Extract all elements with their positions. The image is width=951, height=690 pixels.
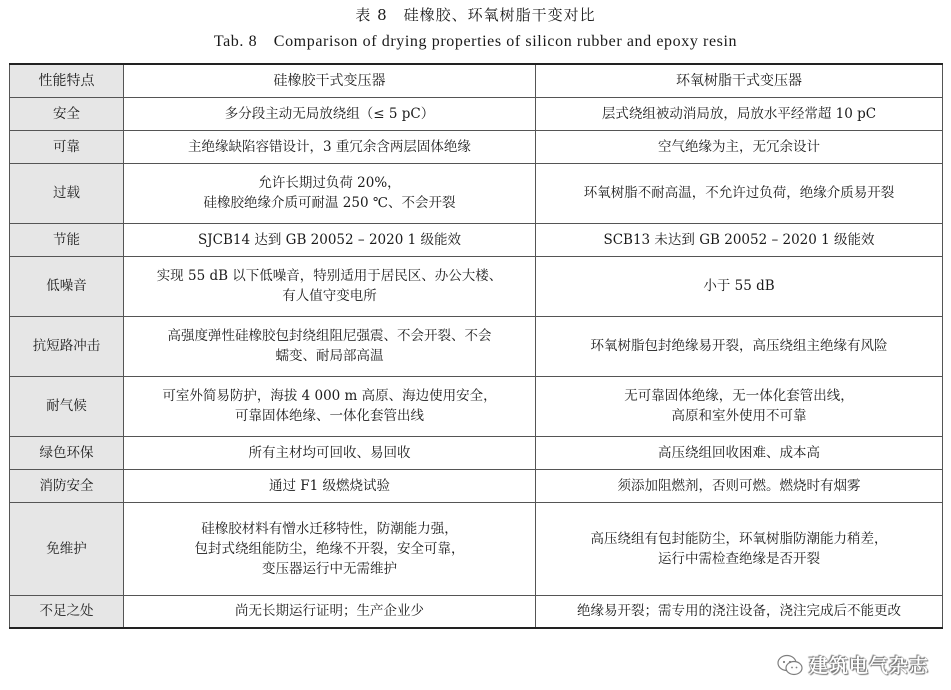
feature-cell: 绿色环保 xyxy=(10,436,124,469)
cell-line: 主绝缘缺陷容错设计，3 重冗余含两层固体绝缘 xyxy=(188,138,471,155)
feature-cell: 可靠 xyxy=(10,130,124,163)
header-feature: 性能特点 xyxy=(10,64,124,97)
epoxy-cell xyxy=(536,436,943,469)
feature-cell: 安全 xyxy=(10,97,124,130)
cell-line: 环氧树脂不耐高温，不允许过负荷，绝缘介质易开裂 xyxy=(583,185,895,201)
cell-line: 包封式绕组能防尘，绝缘不开裂，安全可靠， xyxy=(194,540,465,557)
feature-cell: 低噪音 xyxy=(10,256,124,316)
feature-cell: 不足之处 xyxy=(10,595,124,628)
table-row xyxy=(10,316,943,376)
cell-line: 高压绕组回收困难、成本高 xyxy=(658,444,820,461)
feature-cell: 免维护 xyxy=(10,502,124,595)
cell-line: SCB13 未达到 GB 20052 – 2020 1 级能效 xyxy=(603,231,875,248)
cell-line: 有人值守变电所 xyxy=(282,288,377,304)
table-row xyxy=(10,595,943,628)
table-row xyxy=(10,130,943,163)
epoxy-cell xyxy=(536,130,943,163)
silicone-cell xyxy=(124,436,536,469)
cell-line: 空气绝缘为主，无冗余设计 xyxy=(658,138,820,155)
table-row xyxy=(10,469,943,502)
cell-line: 尚无长期运行证明；生产企业少 xyxy=(235,603,424,620)
header-epoxy-resin: 环氧树脂干式变压器 xyxy=(536,64,943,97)
cell-line: 环氧树脂包封绝缘易开裂，高压绕组主绝缘有风险 xyxy=(590,338,888,354)
table-row xyxy=(10,436,943,469)
cell-line: 须添加阻燃剂，否则可燃。燃烧时有烟雾 xyxy=(617,477,861,494)
comparison-table xyxy=(9,63,943,629)
cell-line: 蠕变、耐局部高温 xyxy=(275,348,384,364)
epoxy-cell xyxy=(536,316,943,376)
table-row xyxy=(10,97,943,130)
silicone-cell xyxy=(124,130,536,163)
epoxy-cell xyxy=(536,469,943,502)
silicone-cell xyxy=(124,256,536,316)
watermark-text: 建筑电气杂志 xyxy=(808,655,929,677)
silicone-cell xyxy=(124,469,536,502)
epoxy-cell xyxy=(536,502,943,595)
cell-line: 变压器运行中无需维护 xyxy=(262,560,397,577)
cell-line: 多分段主动无局放绕组（≤ 5 pC） xyxy=(224,105,435,122)
table-header-row xyxy=(10,64,943,97)
table-caption-english: Tab. 8 Comparison of drying properties of silicon rubber and epoxy resin xyxy=(213,33,738,50)
epoxy-cell xyxy=(536,256,943,316)
table-row xyxy=(10,502,943,595)
silicone-cell xyxy=(124,502,536,595)
silicone-cell xyxy=(124,223,536,256)
feature-cell: 过载 xyxy=(10,163,124,223)
feature-cell: 消防安全 xyxy=(10,469,124,502)
epoxy-cell xyxy=(536,223,943,256)
cell-line: 允许长期过负荷 20%， xyxy=(258,175,401,191)
table-row xyxy=(10,223,943,256)
cell-line: 可室外简易防护，海拔 4 000 m 高原、海边使用安全， xyxy=(162,388,497,404)
table-row xyxy=(10,376,943,436)
feature-cell: 抗短路冲击 xyxy=(10,316,124,376)
cell-line: 高强度弹性硅橡胶包封绕组阻尼强震、不会开裂、不会 xyxy=(167,328,492,344)
cell-line: 高原和室外使用不可靠 xyxy=(671,408,807,424)
silicone-cell xyxy=(124,595,536,628)
feature-cell: 耐气候 xyxy=(10,376,124,436)
cell-line: 硅橡胶绝缘介质可耐温 250 ℃、不会开裂 xyxy=(203,195,456,211)
table-caption-chinese: 表 8 硅橡胶、环氧树脂干变对比 xyxy=(355,6,596,24)
silicone-cell xyxy=(124,163,536,223)
epoxy-cell xyxy=(536,376,943,436)
table-row xyxy=(10,163,943,223)
epoxy-cell xyxy=(536,595,943,628)
cell-line: 运行中需检查绝缘是否开裂 xyxy=(658,550,820,567)
table-row xyxy=(10,256,943,316)
header-silicone-rubber: 硅橡胶干式变压器 xyxy=(124,64,536,97)
cell-line: 高压绕组有包封能防尘，环氧树脂防潮能力稍差， xyxy=(590,530,888,547)
cell-line: 实现 55 dB 以下低噪音，特别适用于居民区、办公大楼、 xyxy=(156,268,503,284)
cell-line: SJCB14 达到 GB 20052 – 2020 1 级能效 xyxy=(198,231,461,248)
cell-line: 无可靠固体绝缘，无一体化套管出线， xyxy=(624,388,854,404)
epoxy-cell xyxy=(536,163,943,223)
cell-line: 所有主材均可回收、易回收 xyxy=(248,444,411,461)
feature-cell: 节能 xyxy=(10,223,124,256)
cell-line: 硅橡胶材料有憎水迁移特性，防潮能力强， xyxy=(201,520,458,537)
watermark xyxy=(777,651,929,678)
cell-line: 绝缘易开裂；需专用的浇注设备，浇注完成后不能更改 xyxy=(577,603,901,620)
cell-line: 通过 F1 级燃烧试验 xyxy=(268,477,391,494)
cell-line: 可靠固体绝缘、一体化套管出线 xyxy=(235,408,424,424)
silicone-cell xyxy=(124,97,536,130)
cell-line: 小于 55 dB xyxy=(703,278,775,294)
cell-line: 层式绕组被动消局放，局放水平经常超 10 pC xyxy=(601,105,877,122)
silicone-cell xyxy=(124,316,536,376)
wechat-icon xyxy=(777,654,803,676)
epoxy-cell xyxy=(536,97,943,130)
silicone-cell xyxy=(124,376,536,436)
